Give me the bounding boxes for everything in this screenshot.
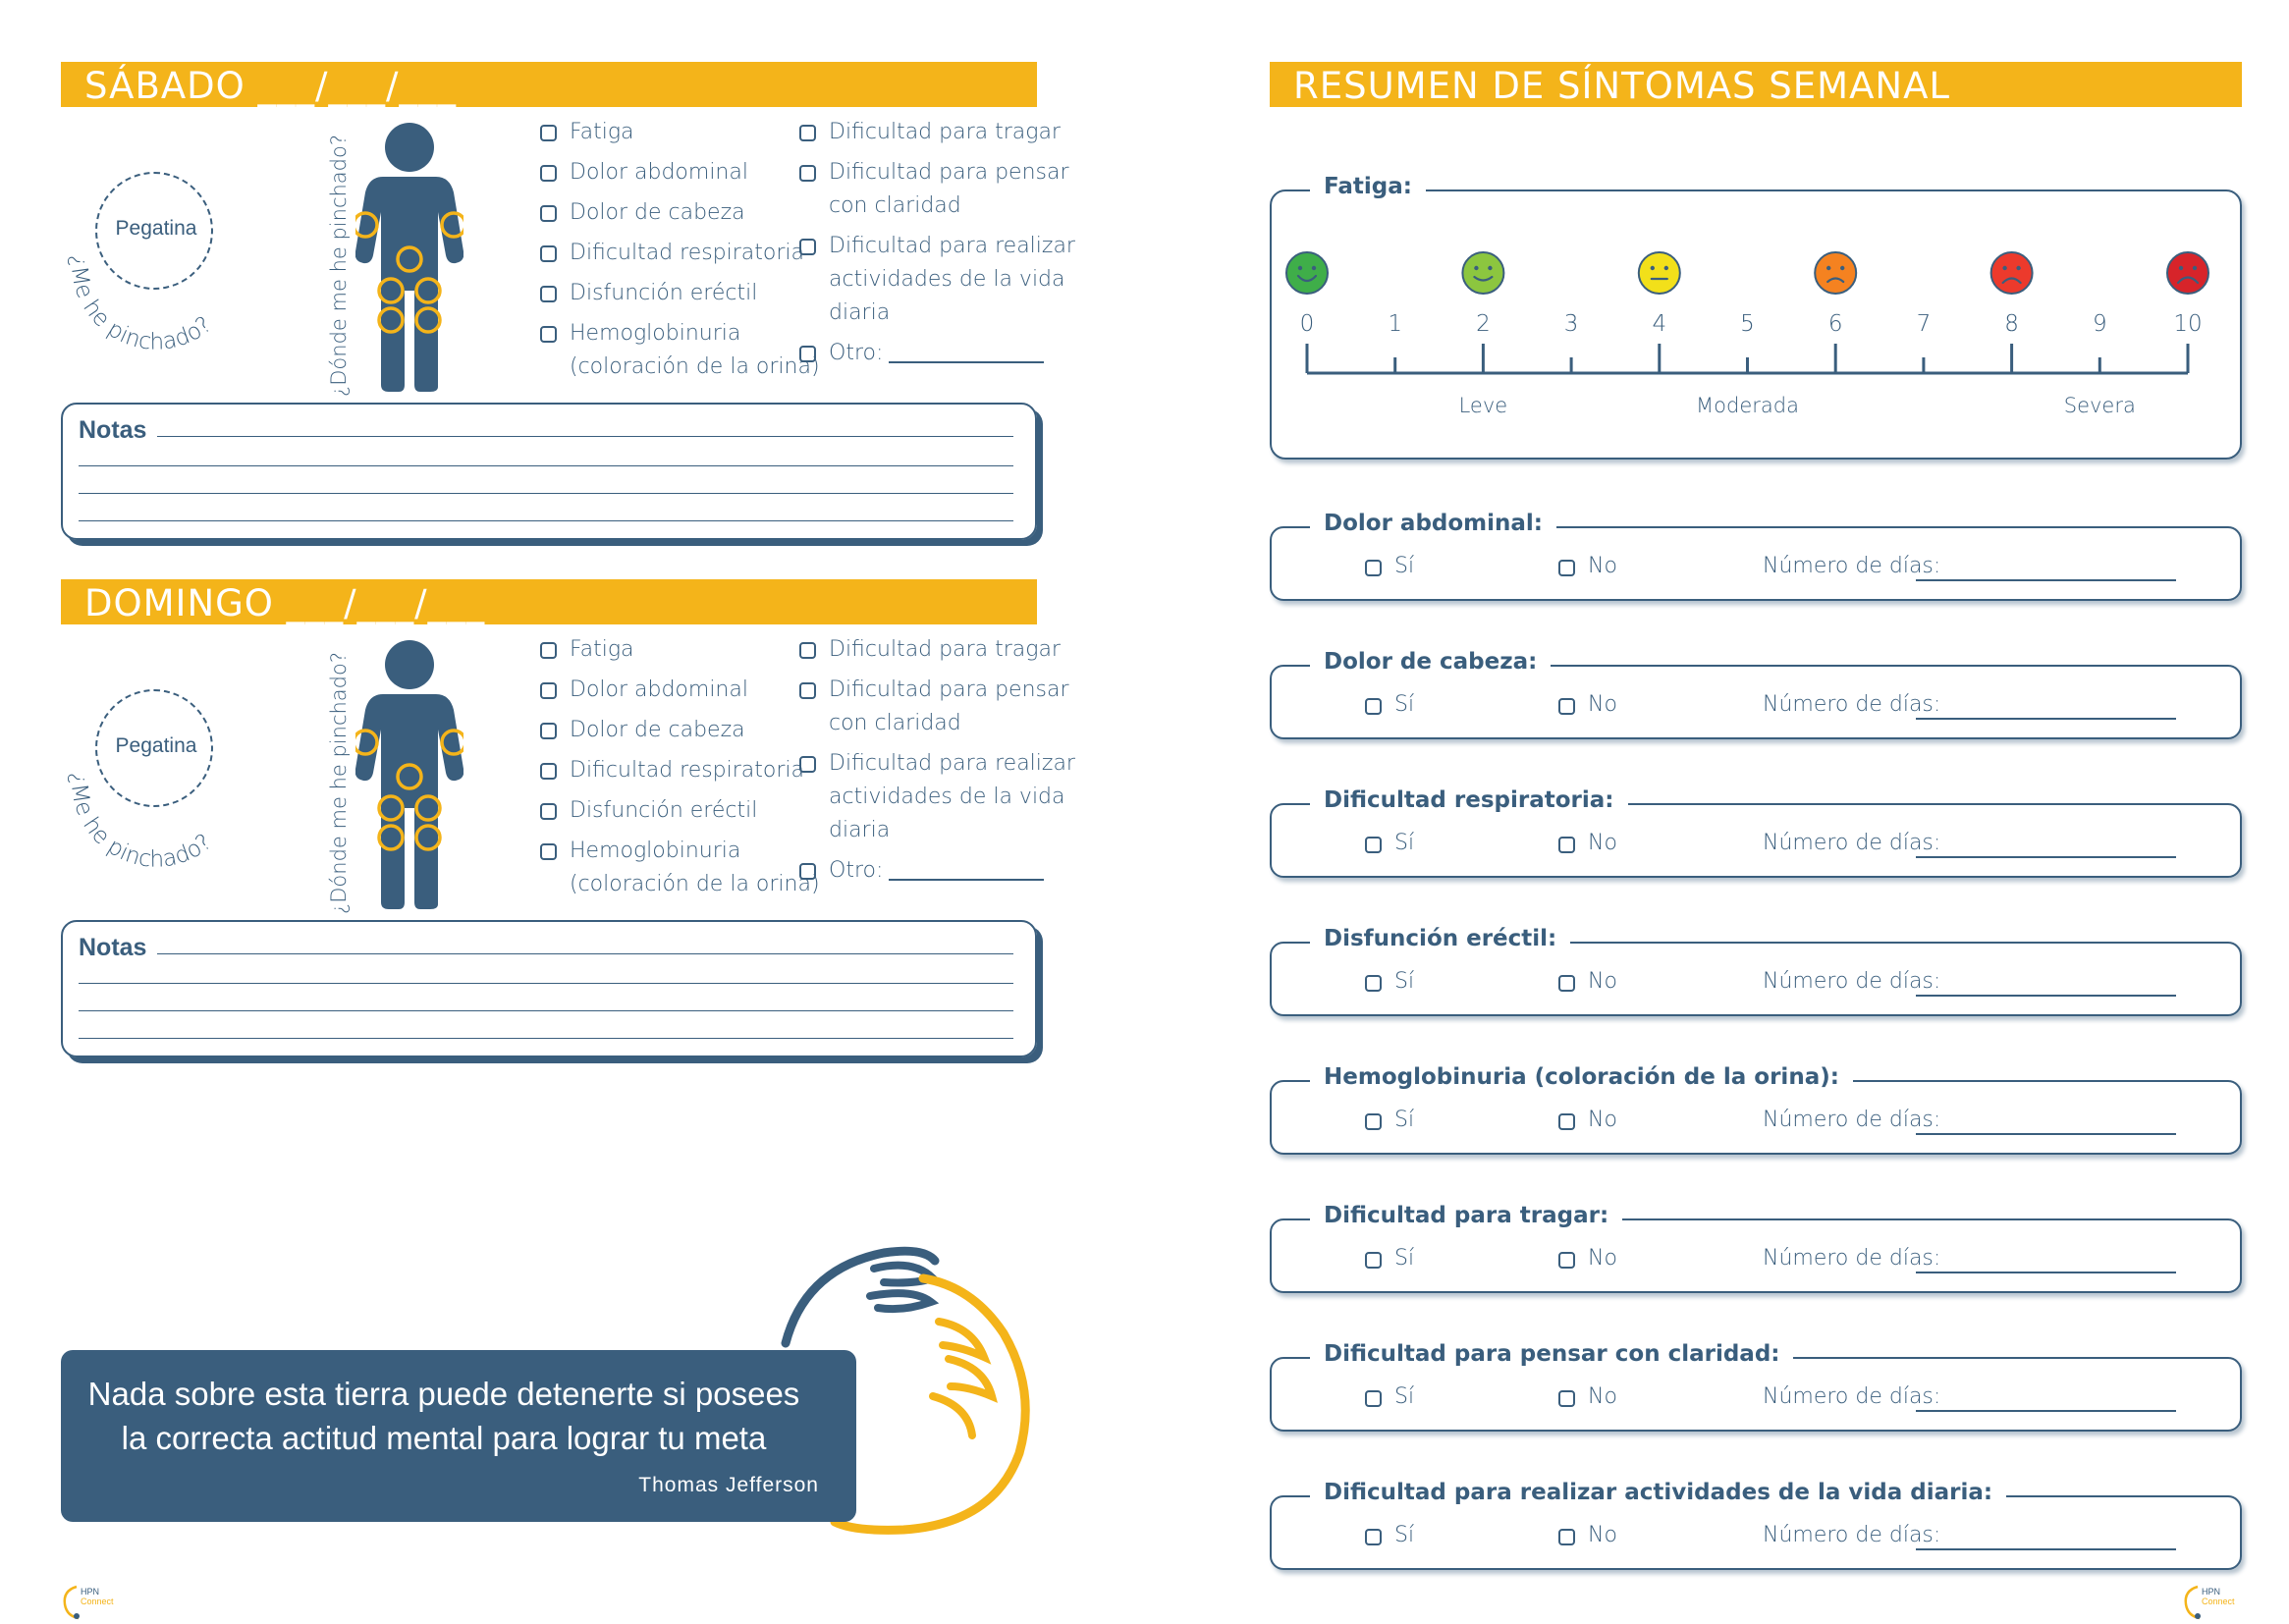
symptom-swallowing[interactable]: Dificultad para tragar	[799, 633, 1075, 667]
severity-label: Leve	[1458, 394, 1508, 417]
day-block-sunday	[61, 625, 1075, 1116]
checkbox[interactable]	[1365, 698, 1382, 715]
checkbox[interactable]	[799, 863, 816, 880]
notes-line	[79, 493, 1013, 494]
symptom-summary-label: Dificultad para tragar:	[1310, 1203, 1622, 1228]
checkbox[interactable]	[799, 165, 816, 182]
symptom-summary-label: Dolor abdominal:	[1310, 511, 1556, 536]
checkbox[interactable]	[540, 125, 557, 141]
symptom-hemoglobinuria-note: (coloración de la orina)	[570, 872, 820, 896]
symptom-hemoglobinuria[interactable]: Hemoglobinuria	[540, 317, 820, 351]
symptom-fatigue[interactable]: Fatiga	[540, 633, 820, 667]
symptom-summary-row	[1270, 1357, 2242, 1432]
checkbox[interactable]	[540, 205, 557, 222]
brand-logo-right	[2182, 1583, 2241, 1624]
day-banner-saturday: SÁBADO ___/___/___	[61, 62, 1037, 107]
symptom-list-left	[540, 633, 820, 901]
symptom-daily-activities-2: actividades de la vida	[829, 785, 1065, 809]
quote-line-2: la correcta actitud mental para lograr tu meta	[121, 1420, 767, 1456]
checkbox[interactable]	[1365, 560, 1382, 576]
brand-logo-icon	[61, 1583, 81, 1622]
symptom-thinking-2: con claridad	[829, 193, 961, 218]
checkbox[interactable]	[1365, 975, 1382, 992]
symptom-list-right	[799, 116, 1075, 370]
no-option[interactable]: No	[1558, 1523, 1617, 1547]
severity-face-icon	[2167, 252, 2208, 294]
days-count-input[interactable]	[1916, 1548, 2176, 1550]
days-count-input[interactable]	[1916, 1272, 2176, 1273]
scale-number: 4	[1652, 311, 1667, 337]
checkbox[interactable]	[1558, 560, 1575, 576]
yes-option[interactable]: Sí	[1365, 554, 1414, 578]
symptom-summary-label: Dolor de cabeza:	[1310, 649, 1551, 675]
notes-line	[79, 983, 1013, 984]
days-count-label: Número de días:	[1763, 831, 1941, 855]
notes-label: Notas	[79, 934, 147, 961]
notes-line	[79, 1038, 1013, 1039]
symptom-abdominal[interactable]: Dolor abdominal	[540, 156, 820, 189]
checkbox[interactable]	[540, 803, 557, 820]
body-figure[interactable]	[355, 122, 463, 392]
severity-face-icon	[1815, 252, 1856, 294]
sticker-label: Pegatina	[115, 217, 197, 240]
symptom-fatigue[interactable]: Fatiga	[540, 116, 820, 149]
scale-number: 10	[2173, 311, 2203, 337]
symptom-other[interactable]: Otro:	[799, 337, 1075, 370]
sticker-question	[53, 684, 289, 881]
svg-text:¿Dónde me he pinchado?: ¿Dónde me he pinchado?	[327, 652, 351, 914]
symptom-daily-activities-3: diaria	[829, 300, 891, 325]
symptom-summary-label: Hemoglobinuria (coloración de la orina):	[1310, 1064, 1853, 1090]
scale-number: 5	[1740, 311, 1755, 337]
symptom-summary-label: Dificultad respiratoria:	[1310, 787, 1628, 813]
checkbox[interactable]	[540, 165, 557, 182]
no-option[interactable]: No	[1558, 1246, 1617, 1271]
severity-label: Severa	[2063, 394, 2136, 417]
quote-box	[61, 1350, 856, 1522]
checkbox[interactable]	[1558, 1252, 1575, 1269]
checkbox[interactable]	[540, 326, 557, 343]
symptom-summary-row	[1270, 803, 2242, 878]
no-option[interactable]: No	[1558, 1108, 1617, 1132]
days-count-input[interactable]	[1916, 995, 2176, 997]
checkbox[interactable]	[799, 756, 816, 773]
yes-option[interactable]: Sí	[1365, 969, 1414, 994]
symptom-respiratory[interactable]: Dificultad respiratoria	[540, 237, 820, 270]
checkbox[interactable]	[1558, 975, 1575, 992]
brand-logo-subtext: Connect	[81, 1597, 114, 1606]
sticker-label: Pegatina	[115, 734, 197, 757]
checkbox[interactable]	[540, 723, 557, 739]
notes-line	[157, 953, 1013, 954]
symptom-hemoglobinuria[interactable]: Hemoglobinuria	[540, 835, 820, 868]
yes-option[interactable]: Sí	[1365, 1246, 1414, 1271]
days-count-label: Número de días:	[1763, 1523, 1941, 1547]
checkbox[interactable]	[1558, 698, 1575, 715]
day-banner-sunday: DOMINGO ___/___/___	[61, 579, 1037, 624]
days-count-label: Número de días:	[1763, 1384, 1941, 1409]
symptom-daily-activities-3: diaria	[829, 818, 891, 842]
severity-face-icon	[1286, 252, 1328, 294]
symptom-hemoglobinuria-note: (coloración de la orina)	[570, 354, 820, 379]
brand-logo-left	[61, 1583, 120, 1624]
quote-line-1: Nada sobre esta tierra puede detenerte si posees	[87, 1376, 800, 1412]
vertical-question	[318, 643, 357, 918]
symptom-daily-activities[interactable]: Dificultad para realizar	[799, 230, 1075, 263]
checkbox[interactable]	[540, 642, 557, 659]
symptom-thinking-2: con claridad	[829, 711, 961, 735]
scale-number: 2	[1476, 311, 1491, 337]
fatigue-label: Fatiga:	[1310, 174, 1426, 199]
symptom-list-left	[540, 116, 820, 384]
symptom-respiratory[interactable]: Dificultad respiratoria	[540, 754, 820, 787]
days-count-input[interactable]	[1916, 718, 2176, 720]
summary-banner: RESUMEN DE SÍNTOMAS SEMANAL	[1270, 62, 2242, 107]
scale-number: 1	[1388, 311, 1403, 337]
scale-number: 6	[1827, 311, 1843, 337]
body-figure[interactable]	[355, 639, 463, 909]
checkbox[interactable]	[1558, 1113, 1575, 1130]
yes-option[interactable]: Sí	[1365, 831, 1414, 855]
notes-line	[79, 465, 1013, 466]
scale-number: 8	[2004, 311, 2019, 337]
svg-text:¿Dónde me he pinchado?: ¿Dónde me he pinchado?	[327, 135, 351, 397]
symptom-summary-label: Dificultad para pensar con claridad:	[1310, 1341, 1793, 1367]
notes-line	[79, 520, 1013, 521]
symptom-headache[interactable]: Dolor de cabeza	[540, 714, 820, 747]
no-option[interactable]: No	[1558, 969, 1617, 994]
checkbox[interactable]	[1558, 1390, 1575, 1407]
severity-label: Moderada	[1696, 394, 1799, 417]
severity-face-icon	[1639, 252, 1680, 294]
checkbox[interactable]	[799, 346, 816, 362]
checkbox[interactable]	[1365, 1529, 1382, 1545]
severity-face-icon	[1991, 252, 2033, 294]
vertical-question	[318, 126, 357, 401]
other-input-line[interactable]	[889, 879, 1044, 881]
checkbox[interactable]	[1558, 1529, 1575, 1545]
brand-logo-subtext: Connect	[2202, 1597, 2235, 1606]
notes-box[interactable]	[61, 403, 1037, 540]
days-count-input[interactable]	[1916, 856, 2176, 858]
symptom-thinking[interactable]: Dificultad para pensar	[799, 156, 1075, 189]
symptom-summary-label: Disfunción eréctil:	[1310, 926, 1570, 951]
checkbox[interactable]	[540, 763, 557, 780]
day-block-saturday	[61, 108, 1075, 599]
scale-number: 9	[2092, 311, 2107, 337]
scale-number: 3	[1563, 311, 1579, 337]
symptom-summary-row	[1270, 665, 2242, 739]
checkbox[interactable]	[1365, 1252, 1382, 1269]
brand-logo-text: HPN	[81, 1587, 100, 1597]
checkbox[interactable]	[540, 682, 557, 699]
svg-text:¿Me he pinchado?: ¿Me he pinchado?	[65, 254, 217, 355]
symptom-thinking[interactable]: Dificultad para pensar	[799, 674, 1075, 707]
days-count-input[interactable]	[1916, 1133, 2176, 1135]
checkbox[interactable]	[540, 286, 557, 302]
symptom-swallowing[interactable]: Dificultad para tragar	[799, 116, 1075, 149]
symptom-summary-row	[1270, 942, 2242, 1016]
days-count-label: Número de días:	[1763, 692, 1941, 717]
symptom-summary-row	[1270, 1495, 2242, 1570]
fatigue-scale[interactable]	[1270, 236, 2242, 432]
notes-line	[79, 1010, 1013, 1011]
checkbox[interactable]	[1365, 837, 1382, 853]
symptom-summary-row	[1270, 1218, 2242, 1293]
quote-author: Thomas Jefferson	[638, 1474, 819, 1496]
notes-box[interactable]	[61, 920, 1037, 1057]
symptom-abdominal[interactable]: Dolor abdominal	[540, 674, 820, 707]
days-count-label: Número de días:	[1763, 1108, 1941, 1132]
checkbox[interactable]	[1365, 1113, 1382, 1130]
symptom-summary-label: Dificultad para realizar actividades de la vida diaria:	[1310, 1480, 2006, 1505]
brand-logo-text: HPN	[2202, 1587, 2221, 1597]
brand-logo-icon	[2182, 1583, 2202, 1622]
notes-line	[157, 436, 1013, 437]
no-option[interactable]: No	[1558, 831, 1617, 855]
checkbox[interactable]	[1365, 1390, 1382, 1407]
checkbox[interactable]	[799, 125, 816, 141]
symptom-list-right	[799, 633, 1075, 888]
days-count-input[interactable]	[1916, 579, 2176, 581]
days-count-label: Número de días:	[1763, 554, 1941, 578]
symptom-headache[interactable]: Dolor de cabeza	[540, 196, 820, 230]
symptom-erectile[interactable]: Disfunción eréctil	[540, 794, 820, 828]
yes-option[interactable]: Sí	[1365, 1108, 1414, 1132]
checkbox[interactable]	[799, 239, 816, 255]
checkbox[interactable]	[540, 843, 557, 860]
symptom-summary-row	[1270, 1080, 2242, 1155]
days-count-input[interactable]	[1916, 1410, 2176, 1412]
scale-number: 7	[1916, 311, 1932, 337]
sticker-question	[53, 167, 289, 363]
no-option[interactable]: No	[1558, 692, 1617, 717]
notes-label: Notas	[79, 416, 147, 444]
yes-option[interactable]: Sí	[1365, 1523, 1414, 1547]
yes-option[interactable]: Sí	[1365, 692, 1414, 717]
no-option[interactable]: No	[1558, 554, 1617, 578]
checkbox[interactable]	[799, 642, 816, 659]
severity-face-icon	[1462, 252, 1503, 294]
symptom-daily-activities-2: actividades de la vida	[829, 267, 1065, 292]
symptom-other[interactable]: Otro:	[799, 854, 1075, 888]
checkbox[interactable]	[799, 682, 816, 699]
checkbox[interactable]	[540, 245, 557, 262]
checkbox[interactable]	[1558, 837, 1575, 853]
days-count-label: Número de días:	[1763, 1246, 1941, 1271]
symptom-daily-activities[interactable]: Dificultad para realizar	[799, 747, 1075, 781]
symptom-erectile[interactable]: Disfunción eréctil	[540, 277, 820, 310]
days-count-label: Número de días:	[1763, 969, 1941, 994]
svg-text:¿Me he pinchado?: ¿Me he pinchado?	[65, 772, 217, 873]
yes-option[interactable]: Sí	[1365, 1384, 1414, 1409]
other-input-line[interactable]	[889, 361, 1044, 363]
scale-number: 0	[1299, 311, 1315, 337]
symptom-summary-row	[1270, 526, 2242, 601]
no-option[interactable]: No	[1558, 1384, 1617, 1409]
